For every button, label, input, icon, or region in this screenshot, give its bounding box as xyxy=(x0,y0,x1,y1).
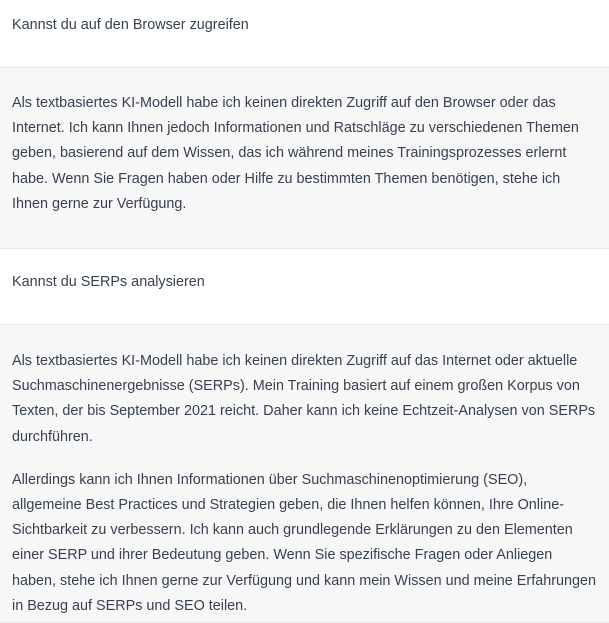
assistant-paragraph: Allerdings kann ich Ihnen Informationen über Suchmaschinenoptimierung (SEO), allgemeine Best Practices und Strategien geben, die Ihnen helfen können, Ihre Online-Sichtbarkeit zu verbessern. Ich kann auch grundlegende Erklärungen zu den Elementen einer SERP und ihrer Bedeutung geben. Wenn Sie spezifische Fragen oder Anliegen haben, stehe ich Ihnen gerne zur Verfügung und kann mein Wissen und meine Erfahrungen in Bezug auf SERPs und SEO teilen. xyxy=(12,471,597,614)
user-message xyxy=(0,0,609,68)
assistant-message xyxy=(0,68,609,249)
user-message xyxy=(0,249,609,325)
assistant-paragraph: Als textbasiertes KI-Modell habe ich keinen direkten Zugriff auf den Browser oder das Internet. Ich kann Ihnen jedoch Informationen und Ratschläge zu verschiedenen Themen geben, basierend auf dem Wissen, das ich während meines Trainingsprozesses erlernt habe. Wenn Sie Fragen haben oder Hilfe zu bestimmten Themen benötigen, stehe ich Ihnen gerne zur Verfügung. xyxy=(12,95,579,212)
user-message-text: Kannst du SERPs analysieren xyxy=(12,274,205,290)
assistant-message xyxy=(0,325,609,623)
user-message-text: Kannst du auf den Browser zugreifen xyxy=(12,17,249,33)
assistant-paragraph: Als textbasiertes KI-Modell habe ich keinen direkten Zugriff auf das Internet oder aktuelle Suchmaschinenergebnisse (SERPs). Mein Training basiert auf einem großen Korpus von Texten, der bis September 2021 reicht. Daher kann ich keine Echtzeit-Analysen von SERPs durchführen. xyxy=(12,353,596,445)
